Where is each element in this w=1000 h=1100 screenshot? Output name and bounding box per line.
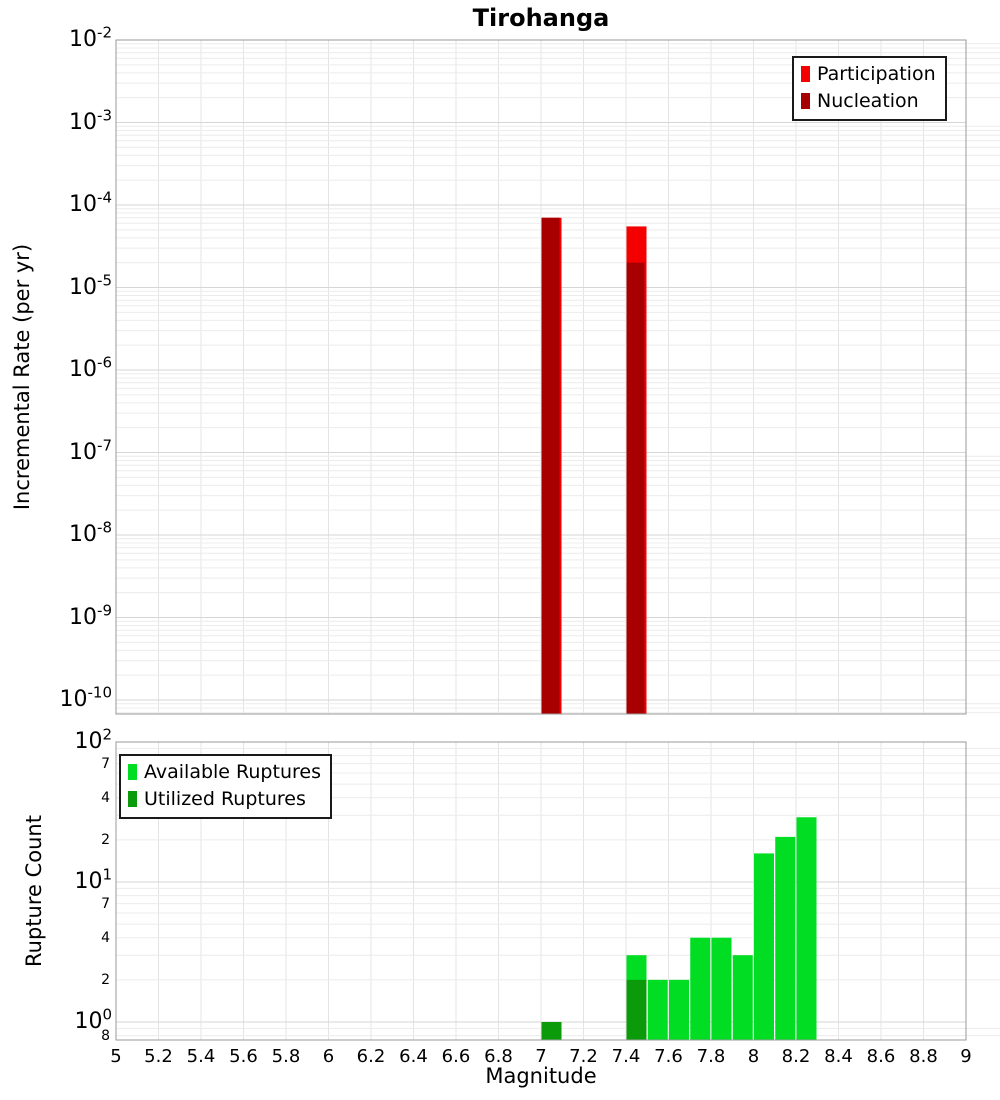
x-tick-label: 8	[747, 1046, 760, 1067]
top-y-tick-label: $10^{-3}$	[69, 106, 112, 135]
legend-item-utilized-ruptures	[128, 788, 321, 810]
x-tick-label: 6.4	[399, 1046, 428, 1067]
top-y-tick-label: $10^{-9}$	[69, 601, 112, 630]
bar-available-ruptures	[648, 980, 668, 1040]
exponent: -7	[97, 436, 112, 455]
bottom-y-minor-tick-label: 7	[101, 755, 110, 772]
top-panel	[116, 40, 1000, 714]
legend-swatch-icon	[801, 66, 810, 82]
legend-item-nucleation	[801, 90, 936, 112]
legend-label: Participation	[817, 63, 936, 85]
top-y-tick-label: $10^{-4}$	[69, 188, 112, 217]
bar-utilized-ruptures	[542, 1022, 562, 1040]
top-y-axis-title: Incremental Rate (per yr)	[10, 243, 34, 511]
x-tick-label: 6.2	[356, 1046, 386, 1067]
exponent: -3	[97, 106, 112, 125]
bar-nucleation	[542, 218, 560, 714]
x-tick-label: 8.4	[824, 1046, 853, 1067]
legend-item-participation	[801, 63, 936, 85]
bar-available-ruptures	[712, 938, 732, 1040]
x-tick-label: 6.6	[441, 1046, 471, 1067]
bottom-y-minor-tick-label: 2	[101, 971, 110, 988]
legend-label: Available Ruptures	[144, 761, 321, 783]
bottom-y-minor-tick-label: 8	[101, 1027, 110, 1044]
legend-label: Utilized Ruptures	[144, 788, 306, 810]
bottom-y-tick-label: $10^2$	[74, 725, 112, 754]
x-tick-label: 5.8	[271, 1046, 301, 1067]
top-y-tick-label: $10^{-7}$	[69, 436, 112, 465]
top-y-tick-label: $10^{-2}$	[69, 23, 112, 52]
bottom-y-tick-label: $10^0$	[74, 1005, 112, 1034]
exponent: -4	[97, 188, 112, 207]
bar-available-ruptures	[669, 980, 689, 1040]
x-tick-label: 7.8	[696, 1046, 726, 1067]
x-tick-label: 7	[535, 1046, 547, 1067]
x-tick-label: 5	[110, 1046, 122, 1067]
exponent: -8	[97, 518, 112, 537]
bottom-y-minor-tick-label: 4	[101, 929, 110, 946]
legend-swatch-icon	[801, 93, 810, 109]
x-tick-label: 8.6	[866, 1046, 896, 1067]
x-tick-label: 5.6	[229, 1046, 258, 1067]
legend-swatch-icon	[128, 791, 137, 807]
exponent: -10	[87, 683, 112, 702]
x-tick-label: 5.2	[144, 1046, 173, 1067]
top-panel-legend	[792, 56, 947, 121]
legend-label: Nucleation	[817, 90, 919, 112]
top-y-tick-label: $10^{-6}$	[69, 353, 112, 382]
x-tick-label: 5.4	[186, 1046, 216, 1067]
bar-utilized-ruptures	[627, 980, 647, 1040]
x-tick-label: 8.2	[781, 1046, 811, 1067]
exponent: 0	[102, 1005, 112, 1024]
bar-available-ruptures	[797, 817, 817, 1040]
bar-available-ruptures	[775, 837, 795, 1040]
x-tick-label: 9	[960, 1046, 972, 1067]
exponent: -6	[97, 353, 112, 372]
x-tick-label: 7.2	[569, 1046, 598, 1067]
legend-swatch-icon	[128, 764, 137, 780]
bottom-y-axis-title: Rupture Count	[22, 815, 46, 967]
x-axis-title: Magnitude	[485, 1064, 597, 1088]
x-tick-label: 7.6	[654, 1046, 683, 1067]
bar-available-ruptures	[690, 938, 710, 1040]
x-tick-label: 8.8	[909, 1046, 938, 1067]
x-tick-label: 7.4	[611, 1046, 641, 1067]
exponent: -5	[97, 271, 112, 290]
x-tick-label: 6	[322, 1046, 335, 1067]
bottom-panel-legend	[119, 754, 332, 819]
exponent: -2	[97, 23, 112, 42]
bottom-y-minor-tick-label: 2	[101, 831, 110, 848]
top-y-tick-label: $10^{-5}$	[69, 271, 112, 300]
exponent: -9	[97, 601, 112, 620]
bottom-y-tick-label: $10^1$	[74, 865, 112, 894]
bottom-y-minor-tick-label: 4	[101, 789, 110, 806]
exponent: 1	[102, 865, 112, 884]
chart-title: Tirohanga	[472, 4, 610, 32]
legend-item-available-ruptures	[128, 761, 321, 783]
bar-available-ruptures	[733, 955, 753, 1040]
top-y-tick-label: $10^{-8}$	[69, 518, 112, 547]
bar-nucleation	[627, 263, 645, 714]
top-y-tick-label: $10^{-10}$	[59, 683, 112, 712]
bar-available-ruptures	[754, 853, 774, 1040]
x-tick-label: 6.8	[484, 1046, 513, 1067]
exponent: 2	[102, 725, 112, 744]
bottom-y-minor-tick-label: 7	[101, 895, 110, 912]
